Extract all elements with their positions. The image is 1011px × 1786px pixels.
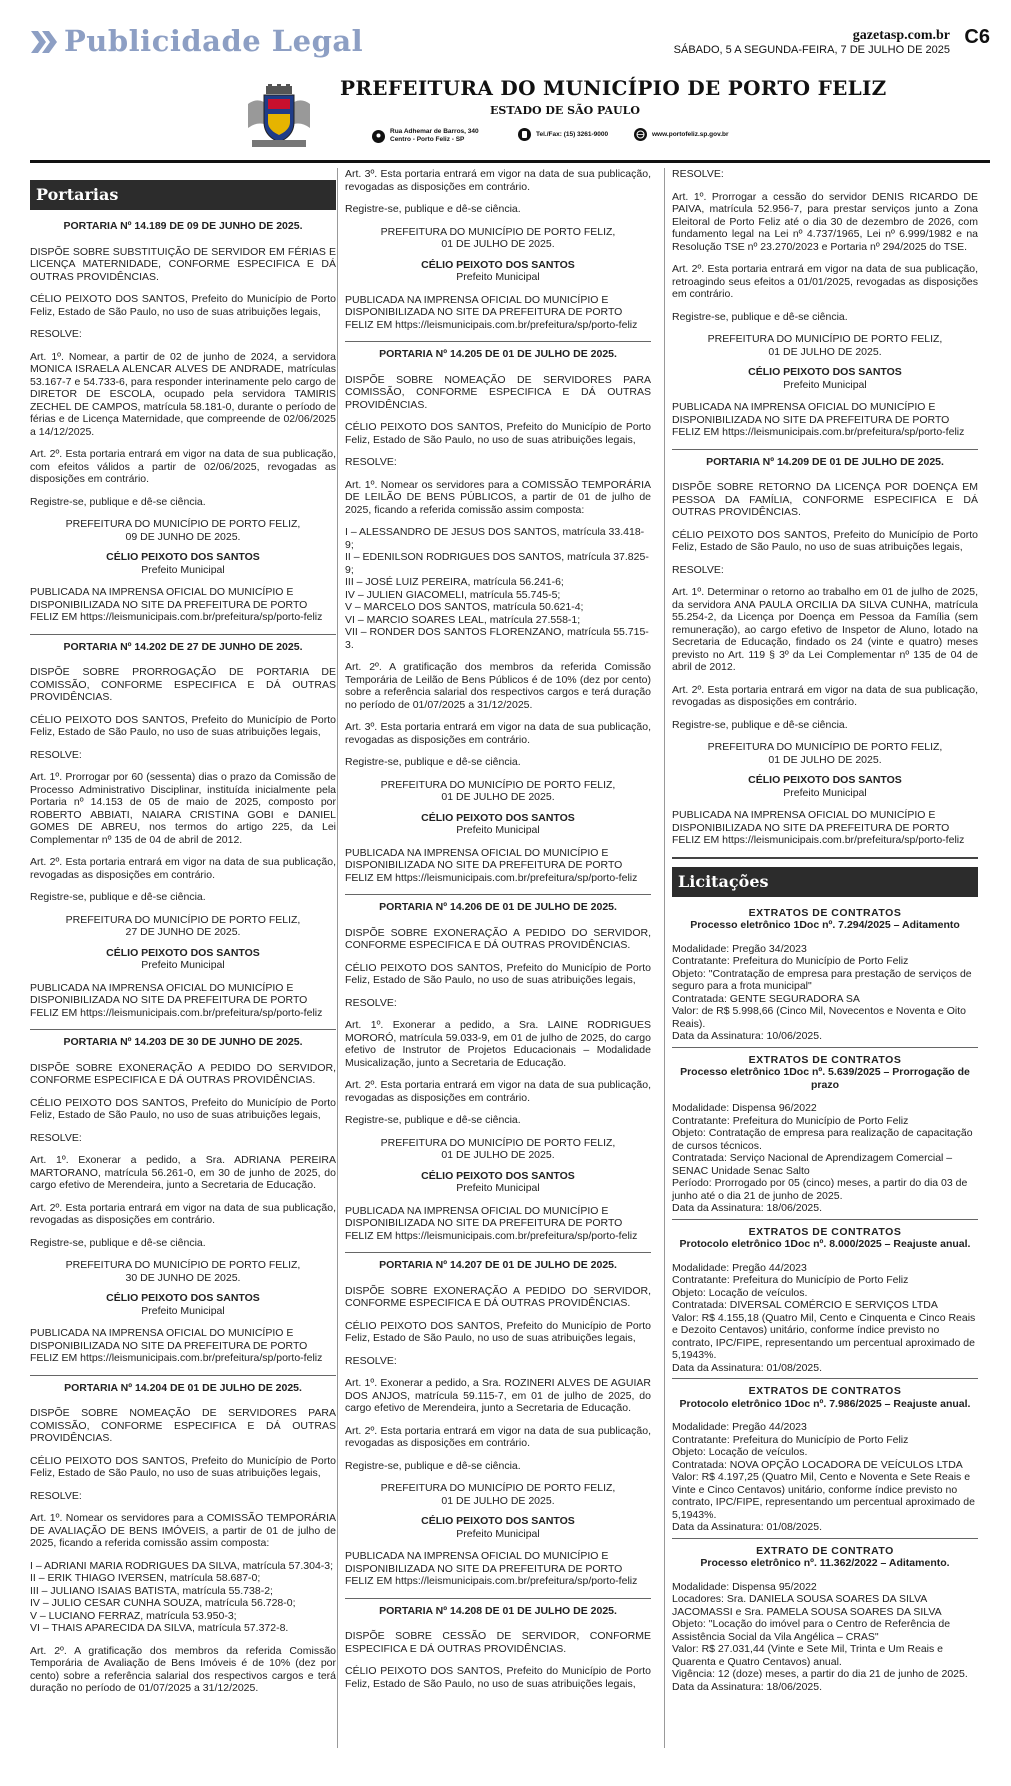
- page-header: [30, 24, 990, 60]
- portaria-14207: PORTARIA Nº 14.207 DE 01 DE JULHO DE 2025. DISPÕE SOBRE EXONERAÇÃO A PEDIDO DO SERVIDOR, CONFORME ESPECIFICA E DÁ OUTRAS PROVIDÊNCIAS. CÉLIO PEIXOTO DOS SANTOS, Prefeito do Município de Porto Feliz, Estado de São Paulo, no uso de suas atribuições legais, RESOLVE: Art. 1º. Exonerar a pedido, a Sra. ROZINERI ALVES DE AGUIAR DOS ANJOS, matrícula 59.115-7, em 01 de julho de 2025, do cargo efetivo de Merendeira, junto a Secretaria de Educação. Art. 2º. Esta portaria entrará em vigor na data de sua publicação, revogadas as disposições em contrário. Registre-se, publique e dê-se ciência. PREFEITURA DO MUNICÍPIO DE PORTO FELIZ, 01 DE JULHO DE 2025. CÉLIO PEIXOTO DOS SANTOS Prefeito Municipal PUBLICADA NA IMPRENSA OFICIAL DO MUNICÍPIO E DISPONIBILIZADA NO SITE DA PREFEITURA DE PORTO FELIZ EM https://leismunicipais.com.br/prefeitura/sp/porto-feliz: [345, 1259, 651, 1587]
- separator: [672, 1378, 978, 1379]
- separator: [30, 1375, 336, 1376]
- header-rule: [30, 160, 990, 163]
- portaria-14204-continued: Art. 3º. Esta portaria entrará em vigor na data de sua publicação, revogadas as disposições em contrário. Registre-se, publique e dê-se ciência. PREFEITURA DO MUNICÍPIO DE PORTO FELIZ, 01 DE JULHO DE 2025. CÉLIO PEIXOTO DOS SANTOS Prefeito Municipal PUBLICADA NA IMPRENSA OFICIAL DO MUNICÍPIO E DISPONIBILIZADA NO SITE DA PREFEITURA DE PORTO FELIZ EM https://leismunicipais.com.br/prefeitura/sp/porto-feliz: [345, 168, 651, 331]
- website[interactable]: www.portofeliz.sp.gov.br: [634, 128, 729, 141]
- location-pin-icon: [372, 130, 385, 143]
- portaria-14209: PORTARIA Nº 14.209 DE 01 DE JULHO DE 2025. DISPÕE SOBRE RETORNO DA LICENÇA POR DOENÇA EM PESSOA DA FAMÍLIA, CONFORME ESPECIFICA E DÁ OUTRAS PROVIDÊNCIAS. CÉLIO PEIXOTO DOS SANTOS, Prefeito do Município de Porto Feliz, Estado de São Paulo, no uso de suas atribuições legais, RESOLVE: Art. 1º. Determinar o retorno ao trabalho em 01 de julho de 2025, da servidora ANA PAULA ORCILIA DA SILVA CUNHA, matrícula 55.254-2, da Licença por Doença em Pessoa da Família (sem remuneração), ao cargo efetivo de Inspetor de Aluno, lotado na Secretaria de Educação, findado os 24 (vinte e quatro) meses previsto no Art. 119 § 3º da Lei Complementar nº 135 de 04 de abril de 2012. Art. 2º. Esta portaria entrará em vigor na data de sua publicação, revogadas as disposições em contrário. Registre-se, publique e dê-se ciência. PREFEITURA DO MUNICÍPIO DE PORTO FELIZ, 01 DE JULHO DE 2025. CÉLIO PEIXOTO DOS SANTOS Prefeito Municipal PUBLICADA NA IMPRENSA OFICIAL DO MUNICÍPIO E DISPONIBILIZADA NO SITE DA PREFEITURA DE PORTO FELIZ EM https://leismunicipais.com.br/prefeitura/sp/porto-feliz: [672, 455, 978, 846]
- portaria-14208: PORTARIA Nº 14.208 DE 01 DE JULHO DE 2025. DISPÕE SOBRE CESSÃO DE SERVIDOR, CONFORME ESPECIFICA E DÁ OUTRAS PROVIDÊNCIAS. CÉLIO PEIXOTO DOS SANTOS, Prefeito do Município de Porto Feliz, Estado de São Paulo, no uso de suas atribuições legais,: [345, 1604, 651, 1690]
- signature-block: PREFEITURA DO MUNICÍPIO DE PORTO FELIZ, 27 DE JUNHO DE 2025. CÉLIO PEIXOTO DOS SANTOS Prefeito Municipal: [65, 913, 301, 971]
- portaria-14208-continued: RESOLVE: Art. 1º. Prorrogar a cessão do servidor DENIS RICARDO DE PAIVA, matrícula 52.956-7, para prestar serviços junto a Zona Eleitoral de Porto Feliz até o dia 30 de dezembro de 2026, com fundamento legal na Lei nº 4.737/1965, Lei nº 6.999/1982 e na Resolução TSE nº 23.270/2023 e Portaria nº 294/2025 do TSE. Art. 2º. Esta portaria entrará em vigor na data de sua publicação, retroagindo seus efeitos a 01/01/2025, revogadas as disposições em contrário. Registre-se, publique e dê-se ciência. PREFEITURA DO MUNICÍPIO DE PORTO FELIZ, 01 DE JULHO DE 2025. CÉLIO PEIXOTO DOS SANTOS Prefeito Municipal PUBLICADA NA IMPRENSA OFICIAL DO MUNICÍPIO E DISPONIBILIZADA NO SITE DA PREFEITURA DE PORTO FELIZ EM https://leismunicipais.com.br/prefeitura/sp/porto-feliz: [672, 168, 978, 438]
- portaria-14205: PORTARIA Nº 14.205 DE 01 DE JULHO DE 2025. DISPÕE SOBRE NOMEAÇÃO DE SERVIDORES PARA COMISSÃO, CONFORME ESPECIFICA E DÁ OUTRAS PROVIDÊNCIAS. CÉLIO PEIXOTO DOS SANTOS, Prefeito do Município de Porto Feliz, Estado de São Paulo, no uso de suas atribuições legais, RESOLVE: Art. 1º. Nomear os servidores para a COMISSÃO TEMPORÁRIA DE LEILÃO DE BENS PÚBLICOS, a partir de 01 de julho de 2025, ficando a referida comissão assim composta: I – ALESSANDRO DE JESUS DOS SANTOS, matrícula 33.418-9; II – EDENILSON RODRIGUES DOS SANTOS, matrícula 37.825-9; III – JOSÉ LUIZ PEREIRA, matrícula 56.241-6; IV – JULIEN GIACOMELI, matrícula 55.745-5; V – MARCELO DOS SANTOS, matrícula 50.621-4; VI – MARCIO SOARES LEAL, matrícula 27.558-1; VII – RONDER DOS SANTOS FLORENZANO, matrícula 55.715-3. Art. 2º. A gratificação dos membros da referida Comissão Temporária de Leilão de Bens Públicos é de 10% (dez por cento) sobre a referência salarial dos respectivos cargos e terá duração no período de 01/07/2025 a 31/12/2025. Art. 3º. Esta portaria entrará em vigor na data de sua publicação, revogadas as disposições em contrário. Registre-se, publique e dê-se ciência. PREFEITURA DO MUNICÍPIO DE PORTO FELIZ, 01 DE JULHO DE 2025. CÉLIO PEIXOTO DOS SANTOS Prefeito Municipal PUBLICADA NA IMPRENSA OFICIAL DO MUNICÍPIO E DISPONIBILIZADA NO SITE DA PREFEITURA DE PORTO FELIZ EM https://leismunicipais.com.br/prefeitura/sp/porto-feliz: [345, 348, 651, 884]
- separator: [345, 341, 651, 342]
- signature-block: PREFEITURA DO MUNICÍPIO DE PORTO FELIZ, 01 DE JULHO DE 2025. CÉLIO PEIXOTO DOS SANTOS Prefeito Municipal: [380, 225, 616, 283]
- signature-block: PREFEITURA DO MUNICÍPIO DE PORTO FELIZ, 01 DE JULHO DE 2025. CÉLIO PEIXOTO DOS SANTOS Prefeito Municipal: [380, 778, 616, 836]
- column-1: [30, 168, 336, 1705]
- contract-extract-4: EXTRATOS DE CONTRATOS Protocolo eletrônico 1Doc nº. 7.986/2025 – Reajuste anual. Modalidade: Pregão 44/2023 Contratante: Prefeitura do Município de Porto Feliz Objeto: Locação de veículos. Contratada: NOVA OPÇÃO LOCADORA DE VEÍCULOS LTDA Valor: R$ 4.197,25 (Quatro Mil, Cento e Noventa e Sete Reais e Vinte e Cinco Centavos) unitário, conforme índice previsto no contrato, IPC/FIPE, representando um percentual aproximado de 5,1943%. Data da Assinatura: 01/08/2025.: [672, 1385, 975, 1533]
- page-number: C6: [964, 26, 990, 48]
- globe-icon: [634, 128, 647, 141]
- signature-block: PREFEITURA DO MUNICÍPIO DE PORTO FELIZ, 01 DE JULHO DE 2025. CÉLIO PEIXOTO DOS SANTOS Prefeito Municipal: [707, 741, 943, 799]
- double-chevron-icon: [30, 28, 60, 56]
- portaria-14206: PORTARIA Nº 14.206 DE 01 DE JULHO DE 2025. DISPÕE SOBRE EXONERAÇÃO A PEDIDO DO SERVIDOR, CONFORME ESPECIFICA E DÁ OUTRAS PROVIDÊNCIAS. CÉLIO PEIXOTO DOS SANTOS, Prefeito do Município de Porto Feliz, Estado de São Paulo, no uso de suas atribuições legais, RESOLVE: Art. 1º. Exonerar a pedido, a Sra. LAINE RODRIGUES MORORÓ, matrícula 59.033-9, em 01 de julho de 2025, do cargo efetivo de Instrutor de Projetos Educacionais – Modalidade Musicalização, junto a Secretaria de Educação. Art. 2º. Esta portaria entrará em vigor na data de sua publicação, revogadas as disposições em contrário. Registre-se, publique e dê-se ciência. PREFEITURA DO MUNICÍPIO DE PORTO FELIZ, 01 DE JULHO DE 2025. CÉLIO PEIXOTO DOS SANTOS Prefeito Municipal PUBLICADA NA IMPRENSA OFICIAL DO MUNICÍPIO E DISPONIBILIZADA NO SITE DA PREFEITURA DE PORTO FELIZ EM https://leismunicipais.com.br/prefeitura/sp/porto-feliz: [345, 901, 651, 1242]
- separator: [345, 1598, 651, 1599]
- portaria-14189: PORTARIA Nº 14.189 DE 09 DE JUNHO DE 2025. DISPÕE SOBRE SUBSTITUIÇÃO DE SERVIDOR EM FÉRIAS E LICENÇA MATERNIDADE, CONFORME ESPECIFICA E DÁ OUTRAS PROVIDÊNCIAS. CÉLIO PEIXOTO DOS SANTOS, Prefeito do Município de Porto Feliz, Estado de São Paulo, no uso de suas atribuições legais, RESOLVE: Art. 1º. Nomear, a partir de 02 de junho de 2024, a servidora MONICA ISRAELA ALENCAR ALVES DE ANDRADE, matrículas 53.167-7 e 54.733-6, para responder interinamente pelo cargo de DIRETOR DE ESCOLA, ocupado pela servidora TAMIRIS ZECHEL DE CAMPOS, matrícula 58.181-0, durante o período de férias e de Licença Maternidade, que compreende de 02/06/2025 a 14/12/2025. Art. 2º. Esta portaria entrará em vigor na data de sua publicação, com efeitos válidos a partir de 02/06/2025, revogadas as disposições em contrário. Registre-se, publique e dê-se ciência. PREFEITURA DO MUNICÍPIO DE PORTO FELIZ, 09 DE JUNHO DE 2025. CÉLIO PEIXOTO DOS SANTOS Prefeito Municipal PUBLICADA NA IMPRENSA OFICIAL DO MUNICÍPIO E DISPONIBILIZADA NO SITE DA PREFEITURA DE PORTO FELIZ EM https://leismunicipais.com.br/prefeitura/sp/porto-feliz: [30, 220, 336, 623]
- signature-block: PREFEITURA DO MUNICÍPIO DE PORTO FELIZ, 01 DE JULHO DE 2025. CÉLIO PEIXOTO DOS SANTOS Prefeito Municipal: [707, 333, 943, 391]
- contract-extract-1: EXTRATOS DE CONTRATOS Processo eletrônico 1Doc nº. 7.294/2025 – Aditamento Modalidade: Pregão 34/2023 Contratante: Prefeitura do Município de Porto Feliz Objeto: "Contratação de empresa para prestação de serviços de seguro para a frota municipal" Contratada: GENTE SEGURADORA SA Valor: de R$ 5.998,66 (Cinco Mil, Novecentos e Noventa e Oito Reais). Data da Assinatura: 10/06/2025.: [672, 906, 972, 1042]
- contract-extract-3: EXTRATOS DE CONTRATOS Protocolo eletrônico 1Doc nº. 8.000/2025 – Reajuste anual. Modalidade: Pregão 44/2023 Contratante: Prefeitura do Município de Porto Feliz Objeto: Locação de veículos. Contratada: DIVERSAL COMÉRCIO E SERVIÇOS LTDA Valor: R$ 4.155,18 (Quatro Mil, Cento e Cinquenta e Cinco Reais e Dezoito Centavos) unitário, conforme índice previsto no contrato, IPC/FIPE, representando um percentual aproximado de 5,1943%. Data da Assinatura: 01/08/2025.: [672, 1225, 976, 1374]
- member-list: I – ADRIANI MARIA RODRIGUES DA SILVA, matrícula 57.304-3; II – ERIK THIAGO IVERSEN, matrícula 58.687-0; III – JULIANO ISAIAS BATISTA, matrícula 55.738-2; IV – JULIO CESAR CUNHA SOUZA, matrícula 56.728-0; V – LUCIANO FERRAZ, matrícula 53.950-3; VI – THAIS APARECIDA DA SILVA, matrícula 57.372-8.: [30, 1559, 334, 1634]
- separator: [672, 449, 978, 450]
- signature-block: PREFEITURA DO MUNICÍPIO DE PORTO FELIZ, 01 DE JULHO DE 2025. CÉLIO PEIXOTO DOS SANTOS Prefeito Municipal: [380, 1136, 616, 1194]
- member-list: I – ALESSANDRO DE JESUS DOS SANTOS, matrícula 33.418-9; II – EDENILSON RODRIGUES DOS SANTOS, matrícula 37.825-9; III – JOSÉ LUIZ PEREIRA, matrícula 56.241-6; IV – JULIEN GIACOMELI, matrícula 55.745-5; V – MARCELO DOS SANTOS, matrícula 50.621-4; VI – MARCIO SOARES LEAL, matrícula 27.558-1; VII – RONDER DOS SANTOS FLORENZANO, matrícula 55.715-3.: [345, 526, 649, 651]
- separator: [30, 634, 336, 635]
- portaria-14202: PORTARIA Nº 14.202 DE 27 DE JUNHO DE 2025. DISPÕE SOBRE PRORROGAÇÃO DE PORTARIA DE COMISSÃO, CONFORME ESPECIFICA E DÁ OUTRAS PROVIDÊNCIAS. CÉLIO PEIXOTO DOS SANTOS, Prefeito do Município de Porto Feliz, Estado de São Paulo, no uso de suas atribuições legais, RESOLVE: Art. 1º. Prorrogar por 60 (sessenta) dias o prazo da Comissão de Processo Administrativo Disciplinar, instituída inicialmente pela Portaria nº 14.153 de 05 de maio de 2025, composto por ROBERTO ABBIATI, NAIARA CRISTINA GOBI e DANIEL GOMES DE ABREU, nos termos do artigo 225, da Lei Complementar nº 135 de 04 de abril de 2012. Art. 2º. Esta portaria entrará em vigor na data de sua publicação, revogadas as disposições em contrário. Registre-se, publique e dê-se ciência. PREFEITURA DO MUNICÍPIO DE PORTO FELIZ, 27 DE JUNHO DE 2025. CÉLIO PEIXOTO DOS SANTOS Prefeito Municipal PUBLICADA NA IMPRENSA OFICIAL DO MUNICÍPIO E DISPONIBILIZADA NO SITE DA PREFEITURA DE PORTO FELIZ EM https://leismunicipais.com.br/prefeitura/sp/porto-feliz: [30, 640, 336, 1019]
- municipality-masthead: [30, 64, 990, 156]
- column-3: [672, 168, 978, 1693]
- address: Rua Adhemar de Barros, 340 Centro - Porto Feliz - SP: [372, 128, 479, 144]
- column-2: [345, 168, 651, 1700]
- section-header-licitacoes: Licitações: [672, 867, 978, 897]
- signature-block: PREFEITURA DO MUNICÍPIO DE PORTO FELIZ, 09 DE JUNHO DE 2025. CÉLIO PEIXOTO DOS SANTOS Prefeito Municipal: [65, 518, 301, 576]
- contract-extract-5: EXTRATO DE CONTRATO Processo eletrônico nº. 11.362/2022 – Aditamento. Modalidade: Dispensa 95/2022 Locadores: Sra. DANIELA SOUSA SOARES DA SILVA JACOMASSI e Sra. PAMELA SOUSA SOARES DA SILVA Objeto: "Locação do imóvel para o Centro de Referência de Assistência Social da Vila Angélica – CRAS" Valor: R$ 27.031,44 (Vinte e Sete Mil, Trinta e Um Reais e Quarenta e Quatro Centavos) anual. Vigência: 12 (doze) meses, a partir do dia 21 de junho de 2025. Data da Assinatura: 18/06/2025.: [672, 1544, 968, 1693]
- contract-extract-2: EXTRATOS DE CONTRATOS Processo eletrônico 1Doc nº. 5.639/2025 – Prorrogação de prazo Modalidade: Dispensa 96/2022 Contratante: Prefeitura do Município de Porto Feliz Objeto: Contratação de empresa para realização de capacitação de cursos técnicos. Contratada: Serviço Nacional de Aprendizagem Comercial – SENAC Unidade Senac Salto Período: Prorrogado por 05 (cinco) meses, a partir do dia 03 de junho até o dia 21 de junho de 2025. Data da Assinatura: 18/06/2025.: [672, 1053, 973, 1214]
- portaria-14204: PORTARIA Nº 14.204 DE 01 DE JULHO DE 2025. DISPÕE SOBRE NOMEAÇÃO DE SERVIDORES PARA COMISSÃO, CONFORME ESPECIFICA E DÁ OUTRAS PROVIDÊNCIAS. CÉLIO PEIXOTO DOS SANTOS, Prefeito do Município de Porto Feliz, Estado de São Paulo, no uso de suas atribuições legais, RESOLVE: Art. 1º. Nomear os servidores para a COMISSÃO TEMPORÁRIA DE AVALIAÇÃO DE BENS IMÓVEIS, a partir de 01 de julho de 2025, ficando a referida comissão assim composta: I – ADRIANI MARIA RODRIGUES DA SILVA, matrícula 57.304-3; II – ERIK THIAGO IVERSEN, matrícula 58.687-0; III – JULIANO ISAIAS BATISTA, matrícula 55.738-2; IV – JULIO CESAR CUNHA SOUZA, matrícula 56.728-0; V – LUCIANO FERRAZ, matrícula 53.950-3; VI – THAIS APARECIDA DA SILVA, matrícula 57.372-8. Art. 2º. A gratificação dos membros da referida Comissão Temporária de Avaliação de Bens Imóveis é de 10% (dez por cento) sobre a referência salarial dos respectivos cargos e terá duração no período de 01/07/2025 a 31/12/2025.: [30, 1381, 336, 1694]
- issue-date: SÁBADO, 5 A SEGUNDA-FEIRA, 7 DE JULHO DE 2025: [673, 44, 950, 56]
- column-divider: [664, 168, 665, 1748]
- signature-block: PREFEITURA DO MUNICÍPIO DE PORTO FELIZ, 30 DE JUNHO DE 2025. CÉLIO PEIXOTO DOS SANTOS Prefeito Municipal: [65, 1259, 301, 1317]
- org-name: PREFEITURA DO MUNICÍPIO DE PORTO FELIZ: [340, 76, 887, 100]
- section-header-portarias: Portarias: [30, 180, 336, 210]
- separator: [672, 857, 978, 859]
- signature-block: PREFEITURA DO MUNICÍPIO DE PORTO FELIZ, 01 DE JULHO DE 2025. CÉLIO PEIXOTO DOS SANTOS Prefeito Municipal: [380, 1482, 616, 1540]
- portaria-14203: PORTARIA Nº 14.203 DE 30 DE JUNHO DE 2025. DISPÕE SOBRE EXONERAÇÃO A PEDIDO DO SERVIDOR, CONFORME ESPECIFICA E DÁ OUTRAS PROVIDÊNCIAS. CÉLIO PEIXOTO DOS SANTOS, Prefeito do Município de Porto Feliz, Estado de São Paulo, no uso de suas atribuições legais, RESOLVE: Art. 1º. Exonerar a pedido, a Sra. ADRIANA PEREIRA MARTORANO, matrícula 56.261-0, em 30 de junho de 2025, do cargo efetivo de Merendeira, junto a Secretaria de Educação. Art. 2º. Esta portaria entrará em vigor na data de sua publicação, revogadas as disposições em contrário. Registre-se, publique e dê-se ciência. PREFEITURA DO MUNICÍPIO DE PORTO FELIZ, 30 DE JUNHO DE 2025. CÉLIO PEIXOTO DOS SANTOS Prefeito Municipal PUBLICADA NA IMPRENSA OFICIAL DO MUNICÍPIO E DISPONIBILIZADA NO SITE DA PREFEITURA DE PORTO FELIZ EM https://leismunicipais.com.br/prefeitura/sp/porto-feliz: [30, 1036, 336, 1364]
- column-divider: [337, 168, 338, 1748]
- section-title: Publicidade Legal: [64, 24, 364, 58]
- phone: Tel./Fax: (15) 3261-9000: [518, 128, 608, 141]
- coat-of-arms-icon: [248, 84, 310, 150]
- state-name: ESTADO DE SÃO PAULO: [490, 104, 640, 117]
- contact-bar: [372, 128, 772, 152]
- site-url: gazetasp.com.br: [852, 28, 950, 43]
- phone-icon: [518, 128, 531, 141]
- separator: [672, 1047, 978, 1048]
- separator: [672, 1538, 978, 1539]
- separator: [30, 1029, 336, 1030]
- separator: [345, 1252, 651, 1253]
- separator: [345, 894, 651, 895]
- separator: [672, 1219, 978, 1220]
